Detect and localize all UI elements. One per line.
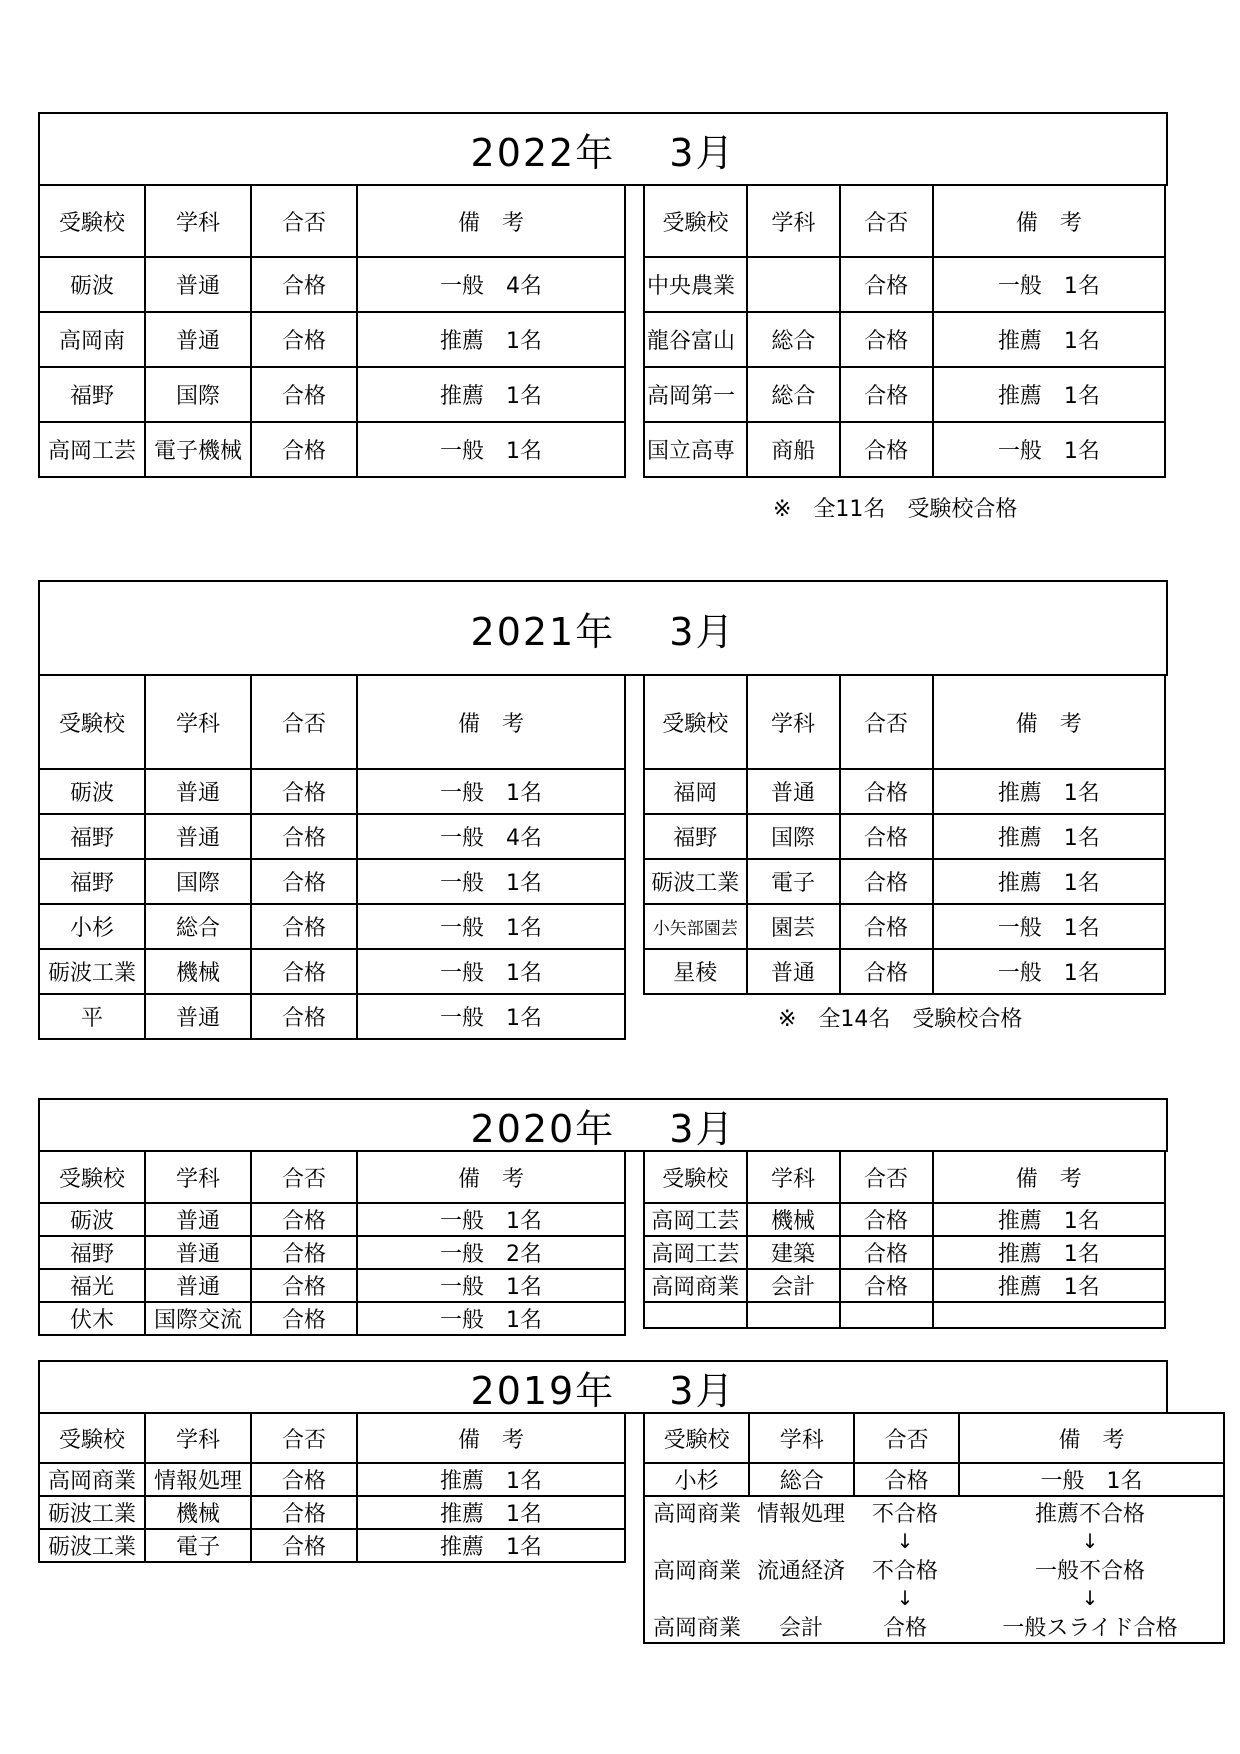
slide-table (645, 1497, 1223, 1642)
cell-result: 合格 (840, 949, 933, 994)
table-row (644, 422, 1165, 477)
header-remarks: 備 考 (357, 185, 625, 257)
cell-remarks: 一般 1名 (933, 904, 1165, 949)
cell-result: 合格 (854, 1463, 959, 1496)
results-table-right (643, 184, 1166, 478)
cell-school: 高岡商業 (652, 1559, 741, 1584)
header-school: 受験校 (644, 1413, 749, 1463)
cell-result: 合格 (251, 1496, 357, 1529)
cell-result: 合格 (251, 1529, 357, 1562)
header-dept: 学科 (747, 675, 840, 769)
arrow-row (645, 1528, 1223, 1554)
cell-school: 高岡商業 (652, 1616, 741, 1641)
cell-dept: 総合 (145, 904, 251, 949)
cell-dept: 普通 (145, 994, 251, 1039)
table-row (644, 257, 1165, 312)
header-dept: 学科 (145, 1413, 251, 1463)
cell-result: 合格 (251, 1203, 357, 1236)
section-title: 2021年 3月 (38, 580, 1168, 676)
cell-school: 高岡南 (39, 312, 145, 367)
cell-remarks: 推薦 1名 (357, 1496, 625, 1529)
cell-dept: 普通 (145, 1203, 251, 1236)
cell-dept: 普通 (145, 257, 251, 312)
header-result: 合否 (251, 675, 357, 769)
table-row (644, 312, 1165, 367)
cell-dept: 普通 (145, 1236, 251, 1269)
table-row (39, 1496, 625, 1529)
cell-dept: 普通 (145, 312, 251, 367)
cell-school: 伏木 (39, 1302, 145, 1335)
table-row (39, 1236, 625, 1269)
cell-dept: 普通 (145, 814, 251, 859)
cell-dept: 情報処理 (756, 1502, 845, 1527)
summary-note: ※ 全14名 受験校合格 (778, 1007, 1023, 1032)
cell-dept: 総合 (747, 367, 840, 422)
table-row (39, 949, 625, 994)
cell-school: 高岡工芸 (644, 1236, 747, 1269)
cell-remarks: 一般 1名 (959, 1463, 1224, 1496)
cell-dept: 国際 (747, 814, 840, 859)
cell-school: 砺波工業 (39, 1529, 145, 1562)
header-result: 合否 (854, 1413, 959, 1463)
cell-remarks: 一般スライド合格 (1002, 1616, 1178, 1641)
table-row (39, 1269, 625, 1302)
cell-dept: 総合 (749, 1463, 854, 1496)
cell-remarks: 一般 1名 (357, 1302, 625, 1335)
cell-school: 砺波工業 (644, 859, 747, 904)
cell-school: 小杉 (644, 1463, 749, 1496)
cell-remarks: 一般 2名 (357, 1236, 625, 1269)
table-row (39, 769, 625, 814)
cell-dept: 会計 (747, 1269, 840, 1302)
cell-remarks: 推薦 1名 (357, 367, 625, 422)
header-dept: 学科 (747, 1151, 840, 1203)
cell-remarks: 一般 1名 (357, 1269, 625, 1302)
cell-remarks: 一般 1名 (357, 904, 625, 949)
table-row (644, 1302, 1165, 1328)
cell-dept: 建築 (747, 1236, 840, 1269)
header-row (39, 1413, 625, 1463)
cell-dept (747, 1302, 840, 1328)
cell-result: 合格 (840, 814, 933, 859)
cell-remarks (933, 1302, 1165, 1328)
header-school: 受験校 (644, 675, 747, 769)
cell-remarks: 推薦 1名 (933, 769, 1165, 814)
cell-school: 高岡工芸 (644, 1203, 747, 1236)
cell-remarks: 一般 4名 (357, 814, 625, 859)
header-school: 受験校 (39, 1413, 145, 1463)
cell-remarks: 推薦 1名 (933, 367, 1165, 422)
table-row (39, 422, 625, 477)
cell-dept: 総合 (747, 312, 840, 367)
header-remarks: 備 考 (357, 675, 625, 769)
cell-dept: 機械 (747, 1203, 840, 1236)
cell-result: 合格 (251, 1269, 357, 1302)
cell-school: 中央農業 (644, 257, 747, 312)
cell-remarks: 一般 1名 (933, 949, 1165, 994)
section-title: 2020年 3月 (38, 1098, 1168, 1152)
header-result: 合否 (840, 675, 933, 769)
cell-remarks: 推薦 1名 (933, 1236, 1165, 1269)
table-row (39, 904, 625, 949)
down-arrow-icon: ↓ (1081, 1586, 1099, 1610)
cell-remarks: 推薦 1名 (933, 1203, 1165, 1236)
results-table-left (38, 184, 626, 478)
cell-school: 星稜 (644, 949, 747, 994)
table-row (644, 814, 1165, 859)
table-row (644, 1236, 1165, 1269)
header-remarks: 備 考 (357, 1151, 625, 1203)
cell-remarks: 一般 1名 (357, 859, 625, 904)
cell-result: 合格 (251, 859, 357, 904)
cell-remarks: 一般不合格 (1034, 1559, 1145, 1584)
cell-remarks: 推薦 1名 (933, 312, 1165, 367)
section-title: 2022年 3月 (38, 112, 1168, 186)
cell-school: 高岡商業 (644, 1269, 747, 1302)
table-row (39, 1529, 625, 1562)
table-row (39, 814, 625, 859)
cell-school: 国立高専 (644, 422, 747, 477)
cell-remarks: 一般 1名 (357, 994, 625, 1039)
cell-remarks: 一般 1名 (357, 949, 625, 994)
cell-result: 合格 (882, 1616, 927, 1641)
cell-dept (747, 257, 840, 312)
down-arrow-icon: ↓ (896, 1586, 914, 1610)
cell-remarks: 一般 1名 (357, 422, 625, 477)
cell-result: 合格 (251, 257, 357, 312)
cell-school: 砺波 (39, 257, 145, 312)
table-row (644, 1463, 1224, 1496)
cell-school: 平 (39, 994, 145, 1039)
cell-dept: 普通 (145, 1269, 251, 1302)
cell-school: 高岡第一 (644, 367, 747, 422)
cell-remarks: 推薦 1名 (933, 859, 1165, 904)
table-row (645, 1497, 1223, 1528)
header-remarks: 備 考 (357, 1413, 625, 1463)
cell-result: 合格 (251, 769, 357, 814)
cell-result: 合格 (251, 949, 357, 994)
results-table-right (643, 674, 1166, 995)
cell-school: 高岡工芸 (39, 422, 145, 477)
cell-remarks: 一般 1名 (933, 422, 1165, 477)
down-arrow-icon: ↓ (896, 1529, 914, 1553)
cell-dept: 機械 (145, 1496, 251, 1529)
header-dept: 学科 (749, 1413, 854, 1463)
cell-result: 合格 (840, 859, 933, 904)
cell-school: 福野 (39, 814, 145, 859)
cell-result: 合格 (840, 257, 933, 312)
cell-dept: 情報処理 (145, 1463, 251, 1496)
results-table-left (38, 674, 626, 1040)
cell-result: 不合格 (871, 1559, 938, 1584)
cell-remarks: 推薦 1名 (357, 312, 625, 367)
cell-remarks: 推薦 1名 (357, 1463, 625, 1496)
cell-result: 合格 (840, 312, 933, 367)
table-row (644, 1203, 1165, 1236)
cell-result: 合格 (840, 367, 933, 422)
cell-dept: 電子機械 (145, 422, 251, 477)
table-row (644, 904, 1165, 949)
cell-school (644, 1302, 747, 1328)
cell-school: 福野 (39, 859, 145, 904)
table-row (644, 1269, 1165, 1302)
cell-school: 福光 (39, 1269, 145, 1302)
table-row (644, 859, 1165, 904)
header-result: 合否 (251, 185, 357, 257)
cell-school: 高岡商業 (39, 1463, 145, 1496)
header-row (644, 1413, 1224, 1463)
table-row (644, 949, 1165, 994)
cell-result: 合格 (840, 769, 933, 814)
header-row (39, 1151, 625, 1203)
header-result: 合否 (840, 1151, 933, 1203)
cell-result: 合格 (251, 312, 357, 367)
header-row (644, 675, 1165, 769)
cell-dept: 普通 (747, 769, 840, 814)
table-row (645, 1611, 1223, 1642)
header-result: 合否 (251, 1413, 357, 1463)
table-row (39, 994, 625, 1039)
header-dept: 学科 (145, 675, 251, 769)
table-row (644, 769, 1165, 814)
table-row (645, 1554, 1223, 1585)
slide-block (644, 1496, 1224, 1643)
table-row (39, 367, 625, 422)
section-title: 2019年 3月 (38, 1360, 1168, 1414)
cell-dept: 園芸 (747, 904, 840, 949)
cell-remarks: 推薦 1名 (357, 1529, 625, 1562)
table-row (39, 859, 625, 904)
cell-school: 福野 (644, 814, 747, 859)
cell-dept: 電子 (747, 859, 840, 904)
cell-result: 合格 (840, 1269, 933, 1302)
results-table-left (38, 1412, 626, 1563)
slide-block-row (644, 1496, 1224, 1643)
cell-result (840, 1302, 933, 1328)
cell-result: 合格 (251, 1463, 357, 1496)
cell-result: 合格 (840, 904, 933, 949)
header-remarks: 備 考 (959, 1413, 1224, 1463)
summary-note: ※ 全11名 受験校合格 (773, 497, 1018, 522)
cell-dept: 機械 (145, 949, 251, 994)
cell-remarks: 一般 4名 (357, 257, 625, 312)
cell-school: 砺波 (39, 769, 145, 814)
cell-school: 砺波工業 (39, 1496, 145, 1529)
cell-dept: 会計 (778, 1616, 823, 1641)
header-row (39, 675, 625, 769)
results-table-right (643, 1412, 1225, 1644)
cell-result: 合格 (840, 1203, 933, 1236)
cell-dept: 国際 (145, 859, 251, 904)
cell-school: 福野 (39, 1236, 145, 1269)
cell-result: 合格 (840, 422, 933, 477)
cell-school: 福野 (39, 367, 145, 422)
header-row (644, 185, 1165, 257)
header-dept: 学科 (145, 1151, 251, 1203)
cell-result: 合格 (251, 814, 357, 859)
cell-remarks: 推薦 1名 (933, 1269, 1165, 1302)
header-remarks: 備 考 (933, 1151, 1165, 1203)
header-row (644, 1151, 1165, 1203)
header-school: 受験校 (644, 1151, 747, 1203)
table-row (39, 312, 625, 367)
cell-result: 合格 (251, 994, 357, 1039)
cell-remarks: 一般 1名 (357, 1203, 625, 1236)
cell-dept: 電子 (145, 1529, 251, 1562)
cell-school: 砺波工業 (39, 949, 145, 994)
table-row (39, 1302, 625, 1335)
header-school: 受験校 (644, 185, 747, 257)
cell-result: 合格 (251, 1302, 357, 1335)
cell-dept: 国際 (145, 367, 251, 422)
header-remarks: 備 考 (933, 675, 1165, 769)
header-dept: 学科 (747, 185, 840, 257)
cell-school: 福岡 (644, 769, 747, 814)
cell-dept: 普通 (747, 949, 840, 994)
cell-remarks: 推薦不合格 (1034, 1502, 1145, 1527)
header-school: 受験校 (39, 1151, 145, 1203)
header-dept: 学科 (145, 185, 251, 257)
results-table-left (38, 1150, 626, 1336)
cell-result: 合格 (251, 367, 357, 422)
cell-remarks: 一般 1名 (933, 257, 1165, 312)
cell-school: 砺波 (39, 1203, 145, 1236)
cell-remarks: 推薦 1名 (933, 814, 1165, 859)
header-school: 受験校 (39, 185, 145, 257)
cell-dept: 流通経済 (756, 1559, 845, 1584)
cell-dept: 国際交流 (145, 1302, 251, 1335)
table-row (644, 367, 1165, 422)
cell-result: 合格 (251, 1236, 357, 1269)
cell-result: 合格 (840, 1236, 933, 1269)
table-row (39, 1203, 625, 1236)
cell-school: 高岡商業 (652, 1502, 741, 1527)
header-result: 合否 (251, 1151, 357, 1203)
cell-school: 龍谷富山 (644, 312, 747, 367)
cell-result: 不合格 (871, 1502, 938, 1527)
header-school: 受験校 (39, 675, 145, 769)
header-result: 合否 (840, 185, 933, 257)
cell-school: 小杉 (39, 904, 145, 949)
cell-result: 合格 (251, 904, 357, 949)
cell-dept: 商船 (747, 422, 840, 477)
cell-dept: 普通 (145, 769, 251, 814)
down-arrow-icon: ↓ (1081, 1529, 1099, 1553)
arrow-row (645, 1585, 1223, 1611)
results-table-right (643, 1150, 1166, 1329)
cell-remarks: 一般 1名 (357, 769, 625, 814)
cell-result: 合格 (251, 422, 357, 477)
cell-school: 小矢部園芸 (644, 904, 747, 949)
header-row (39, 185, 625, 257)
table-row (39, 1463, 625, 1496)
header-remarks: 備 考 (933, 185, 1165, 257)
table-row (39, 257, 625, 312)
